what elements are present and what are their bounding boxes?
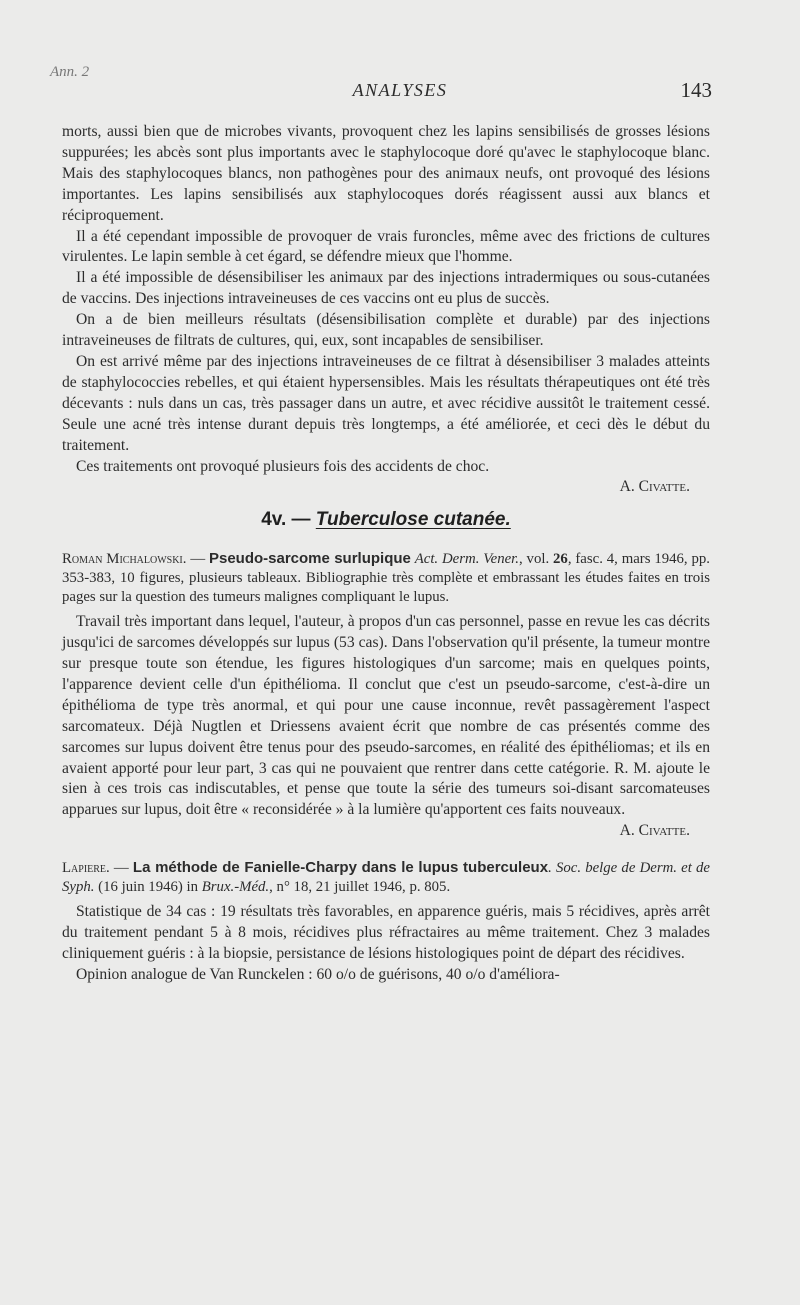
previous-analysis-continuation bbox=[62, 122, 710, 498]
article-reference bbox=[62, 858, 710, 897]
analysis-michalowski bbox=[62, 549, 710, 842]
reference-part: , vol. bbox=[519, 551, 554, 568]
paragraph: Il a été impossible de désensibiliser les animaux par des injections intradermiques ou sous-cutanées de vaccins. Des injections intraveineuses de ces vaccins ont eu plus de succès. bbox=[62, 269, 710, 308]
reference-part: (16 juin 1946) in bbox=[94, 879, 202, 896]
running-head-title: ANALYSES bbox=[352, 80, 448, 100]
journal-name: . Soc. belge de Derm. et de Syph. bbox=[62, 860, 710, 896]
article-title: Pseudo-sarcome surlupique bbox=[208, 550, 411, 568]
paragraph: Statistique de 34 cas : 19 résultats très favorables, en apparence guéris, mais 5 récidives, après arrêt du traitement pendant 5 à 8 mois, récidives plus réfractaires au même traitement. Chez 3 malades cliniquement guéris : à la biopsie, persistance de lésions histologiques point de départ des récidives. bbox=[62, 903, 710, 962]
signature: A. Civatte. bbox=[619, 822, 690, 840]
signature: A. Civatte. bbox=[619, 478, 690, 496]
separator: — bbox=[186, 551, 209, 568]
page-body bbox=[62, 122, 710, 986]
running-head-left: Ann. 2 bbox=[50, 64, 90, 80]
page-number: 143 bbox=[680, 78, 712, 102]
paragraph: On a de bien meilleurs résultats (désensibilisation complète et durable) par des injections intraveineuses de filtrats de cultures, qui, eux, sont incapables de sensibiliser. bbox=[62, 311, 710, 350]
article-author: Lapiere. bbox=[62, 860, 110, 877]
reference-details: , n° 18, 21 juillet 1946, p. 805. bbox=[269, 879, 451, 896]
spacer bbox=[62, 842, 710, 858]
journal-name-2: Brux.-Méd. bbox=[201, 879, 270, 896]
analysis-text: Travail très important dans lequel, l'auteur, à propos d'un cas personnel, passe en revue les cas décrits jusqu'ici de sarcomes développés sur lupus (53 cas). Dans l'observation qu'il présente, la tumeur montre sur presque toute son étendue, les figures histologiques d'un sarcome; mais en quelques points, l'apparence devient celle d'un épithélioma. Il conclut que c'est un pseudo-sarcome, c'est-à-dire un épithélioma de type très anormal, et qui pour une cause inconnue, revêt passagèrement l'aspect sarcomateux. Déjà Nugtlen et Driessens avaient écrit que nombre de cas présentés comme des sarcomes sur lupus doivent être tenus pour des pseudo-sarcomes, en réalité des épithéliomas; et ils en avaient apporté pour leur part, 3 cas qui ne pouvaient que rentrer dans cette catégorie. R. M. ajoute le sien à ces trois cas indiscutables, et pense que toute la série des tumeurs soi-disant sarcomateuses apparues sur lupus, doit être « reconsidérée » à la lumière qu'apportent ces faits nouveaux. bbox=[62, 613, 710, 819]
section-title: Tuberculose cutanée. bbox=[315, 509, 511, 531]
journal-name: Act. Derm. Vener. bbox=[414, 551, 519, 568]
reference-details: , fasc. 4, mars 1946, pp. 353-383, 10 figures, plusieurs tableaux. Bibliographie très complète et embrassant les études faites en trois pages sur la question des tumeurs malignes compliquant le lupus. bbox=[62, 551, 710, 606]
paragraph: Il a été cependant impossible de provoquer de vrais furoncles, même avec des frictions de cultures virulentes. Le lapin semble à cet égard, se défendre mieux que l'homme. bbox=[62, 227, 710, 266]
paragraph: Opinion analogue de Van Runckelen : 60 o/o de guérisons, 40 o/o d'améliora- bbox=[76, 965, 560, 983]
paragraph: On est arrivé même par des injections intraveineuses de ce filtrat à désensibiliser 3 malades atteints de staphylococcies rebelles, et qui étaient hypersensibles. Mais les résultats thérapeutiques ont été très décevants : nuls dans un cas, très passager dans un autre, et avec récidive aussitôt le traitement cessé. Seule une acné très intense durant depuis très longtemps, a été améliorée, et ceci dès le début du traitement. bbox=[62, 352, 710, 454]
article-author: Roman Michalowski. bbox=[62, 551, 187, 568]
paragraph: morts, aussi bien que de microbes vivants, provoquent chez les lapins sensibilisés de grosses lésions suppurées; les abcès sont plus importants avec le staphylocoque doré qu'avec le staphylocoque blanc. Mais des staphylocoques blancs, non pathogènes pour des animaux neufs, ont provoqué des lésions importantes. Les lapins sensibilisés aux staphylocoques dorés réagissent aussi aux blancs et réciproquement. bbox=[62, 123, 710, 224]
separator: — bbox=[109, 860, 133, 877]
analysis-lapiere bbox=[62, 858, 710, 986]
section-heading bbox=[62, 510, 710, 531]
volume-number: 26 bbox=[553, 551, 568, 568]
section-number: 4v. — bbox=[261, 509, 311, 531]
article-title: La méthode de Fanielle-Charpy dans le lupus tuberculeux bbox=[132, 859, 549, 877]
article-reference bbox=[62, 549, 710, 607]
paragraph: Ces traitements ont provoqué plusieurs fois des accidents de choc. bbox=[76, 457, 490, 475]
